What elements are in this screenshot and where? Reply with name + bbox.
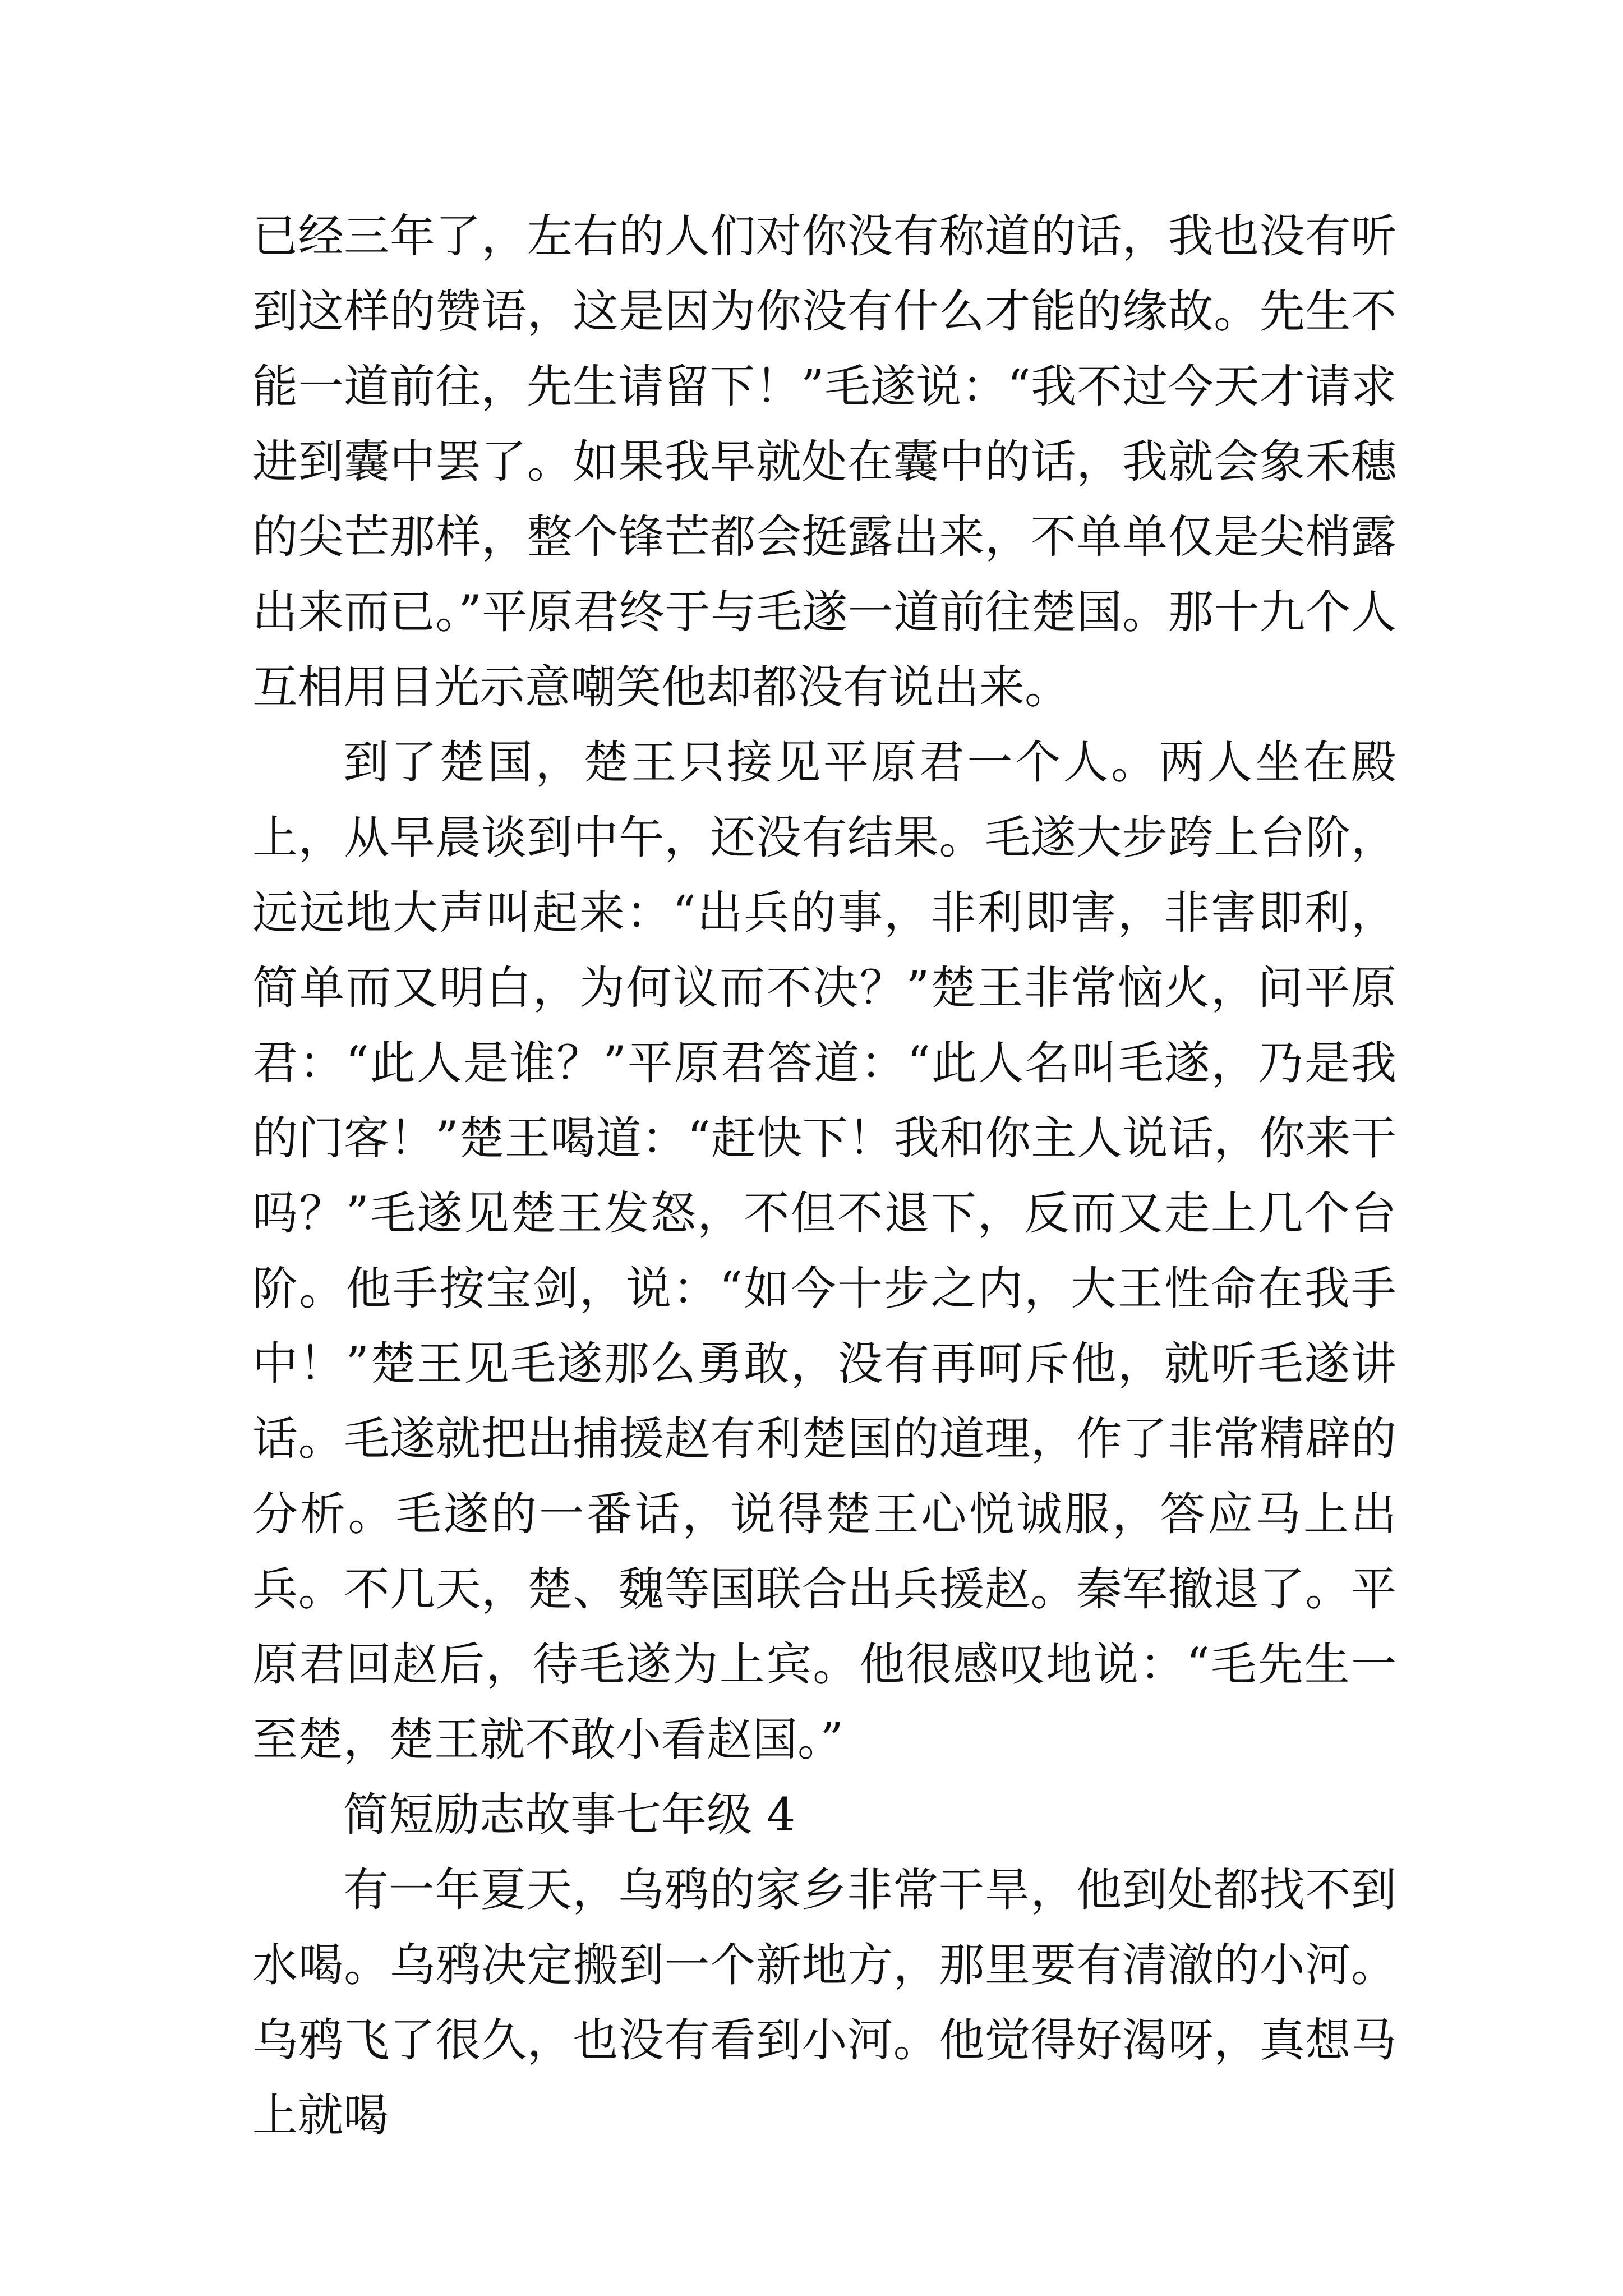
paragraph-chu-kingdom: 到了楚国，楚王只接见平原君一个人。两人坐在殿上，从早晨谈到中午，还没有结果。毛遂大步跨上台阶，远远地大声叫起来：“出兵的事，非利即害，非害即利，简单而又明白，为何议而不决？”楚王非常恼火，问平原君：“此人是谁？”平原君答道：“此人名叫毛遂，乃是我的门客！”楚王喝道：“赶快下！我和你主人说话，你来干吗？”毛遂见楚王发怒，不但不退下，反而又走上几个台阶。他手按宝剑，说：“如今十步之内，大王性命在我手中！”楚王见毛遂那么勇敢，没有再呵斥他，就听毛遂讲话。毛遂就把出捕援赵有利楚国的道理，作了非常精辟的分析。毛遂的一番话，说得楚王心悦诚服，答应马上出兵。不几天，楚、魏等国联合出兵援赵。秦军撤退了。平原君回赵后，待毛遂为上宾。他很感叹地说：“毛先生一至楚，楚王就不敢小看赵国。” <box>252 737 1396 1766</box>
document-body <box>252 199 1396 2154</box>
section-heading: 简短励志故事七年级 4 <box>343 1789 796 1842</box>
paragraph-continued: 已经三年了，左右的人们对你没有称道的话，我也没有听到这样的赞语，这是因为你没有什么才能的缘故。先生不能一道前往，先生请留下！”毛遂说：“我不过今天才请求进到囊中罢了。如果我早就处在囊中的话，我就会象禾穗的尖芒那样，整个锋芒都会挺露出来，不单单仅是尖梢露出来而已。”平原君终于与毛遂一道前往楚国。那十九个人互相用目光示意嘲笑他却都没有说出来。 <box>252 210 1396 714</box>
paragraph-crow-story: 有一年夏天，乌鸦的家乡非常干旱，他到处都找不到水喝。乌鸦决定搬到一个新地方，那里要有清澈的小河。乌鸦飞了很久，也没有看到小河。他觉得好渴呀，真想马上就喝 <box>252 1864 1396 2142</box>
